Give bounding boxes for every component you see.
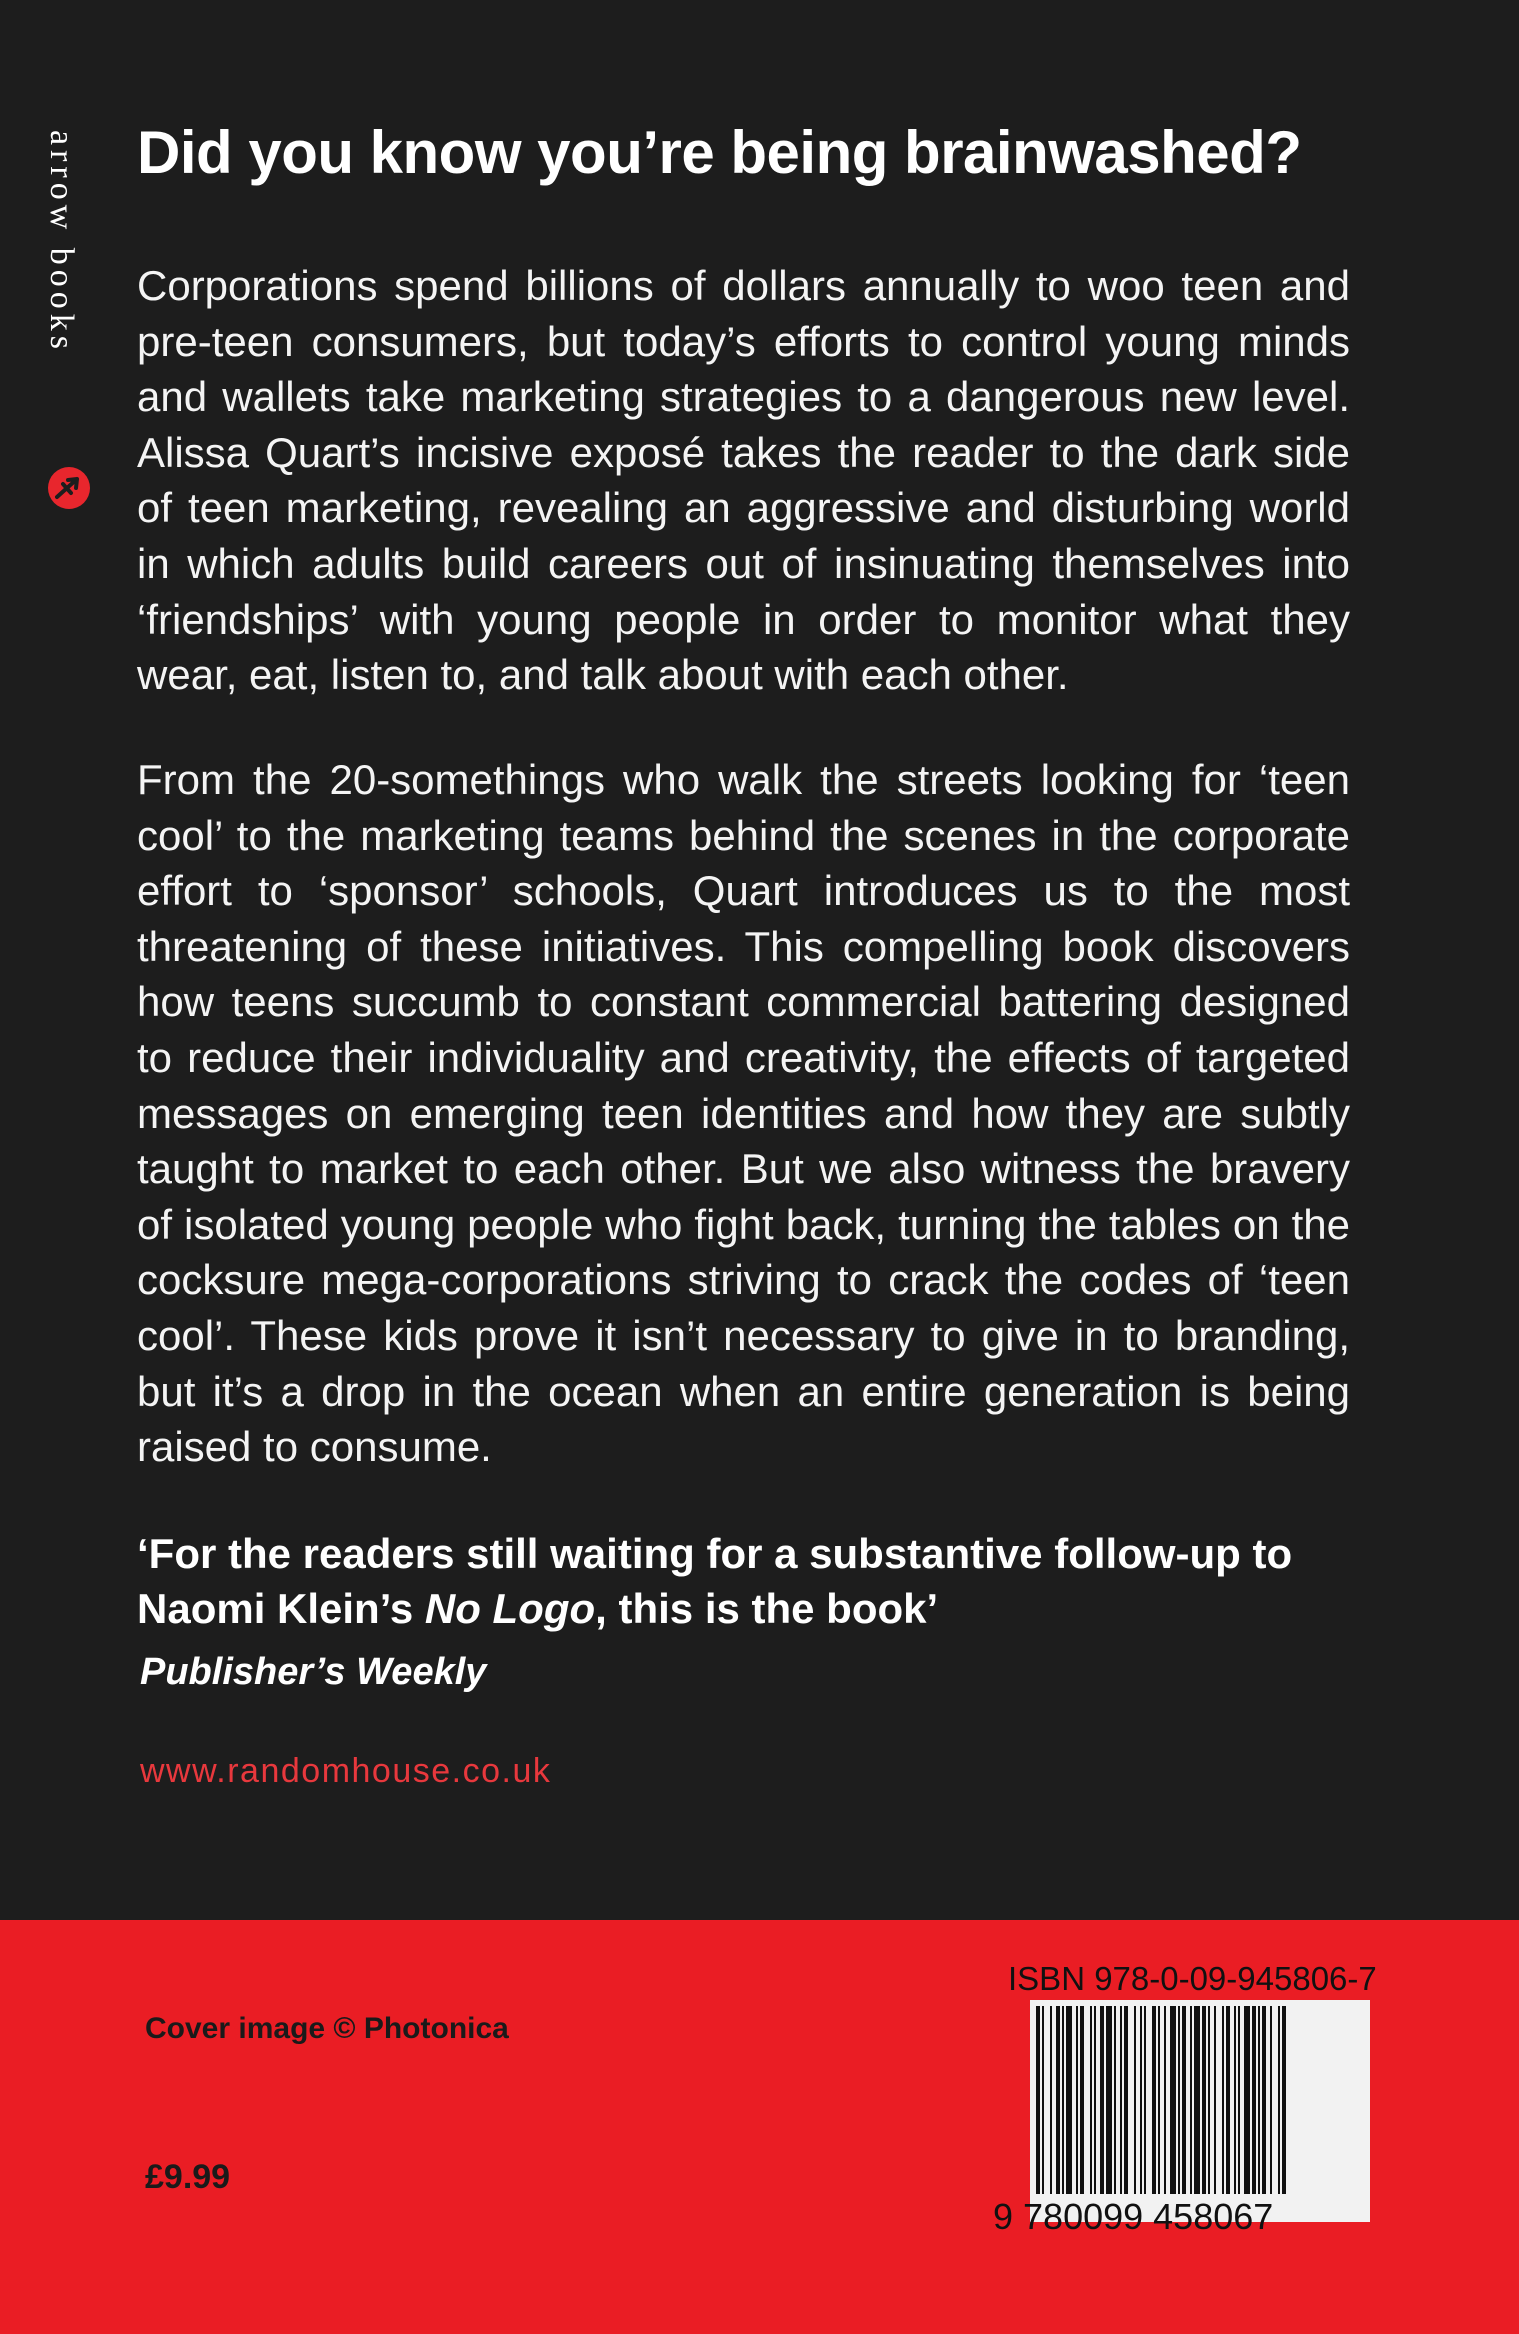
barcode-bar — [1262, 2006, 1266, 2194]
barcode-bar — [1170, 2006, 1176, 2194]
price: £9.99 — [145, 2158, 231, 2196]
barcode-number: 9 780099 458067 — [993, 2196, 1274, 2237]
barcode-bar — [1114, 2006, 1116, 2194]
barcode-bar — [1140, 2006, 1142, 2194]
arrow-logo-icon — [47, 466, 91, 510]
cover-credit: Cover image © Photonica — [145, 2012, 509, 2045]
barcode-bar — [1152, 2006, 1156, 2194]
barcode-bar — [1056, 2006, 1060, 2194]
barcode-bar — [1124, 2006, 1128, 2194]
quote-book-title: No Logo — [424, 1585, 596, 1632]
barcode-bar — [1270, 2006, 1272, 2194]
barcode-bar — [1258, 2006, 1260, 2194]
blurb-paragraph-2: From the 20-somethings who walk the streets looking for ‘teen cool’ to the marketing teams behind the scenes in the corporate effort to ‘sponsor’ schools, Quart introduces us to the most threatening of these initiatives. This compelling book discovers how teens succumb to constant commercial battering designed to reduce their individuality and creativity, the effects of targeted messages on emerging teen identities and how they are subtly taught to market to each other. But we also witness the bravery of isolated young people who fight back, turning the tables on the cocksure mega-corporations striving to crack the codes of ‘teen cool’. These kids prove it isn’t necessary to give in to branding, but it’s a drop in the ocean when an entire generation is being raised to consume. — [137, 756, 1350, 1471]
barcode-bar — [1164, 2006, 1166, 2194]
barcode-bar — [1134, 2006, 1136, 2194]
quote-text-start: ‘For the readers still waiting for a substantive follow-up to Naomi Klein’s — [137, 1530, 1293, 1632]
barcode-bar — [1178, 2006, 1180, 2194]
headline: Did you know you’re being brainwashed? — [137, 119, 1302, 186]
barcode-bar — [1234, 2006, 1236, 2194]
barcode-bar — [1144, 2006, 1146, 2194]
barcode — [1030, 2000, 1370, 2222]
barcode-bar — [1100, 2006, 1104, 2194]
barcode-bar — [1158, 2006, 1160, 2194]
barcode-bar — [1036, 2006, 1040, 2194]
barcode-bar — [1208, 2006, 1210, 2194]
barcode-bar — [1222, 2006, 1224, 2194]
barcode-bar — [1042, 2006, 1044, 2194]
barcode-bar — [1120, 2006, 1122, 2194]
blurb-paragraph-1: Corporations spend billions of dollars annually to woo teen and pre-teen consumers, but today’s efforts to control young minds and wallets take marketing strategies to a dangerous new level. Alissa Quart’s incisive exposé takes the reader to the dark side of teen marketing, revealing an aggressive and disturbing world in which adults build careers out of insinuating themselves into ‘friendships’ with young people in order to monitor what they wear, eat, listen to, and talk about with each other. — [137, 262, 1350, 699]
barcode-bar — [1062, 2006, 1064, 2194]
publisher-url[interactable]: www.randomhouse.co.uk — [140, 1752, 552, 1790]
barcode-bars — [1030, 2000, 1370, 2200]
barcode-bar — [1076, 2006, 1078, 2194]
barcode-bar — [1080, 2006, 1084, 2194]
barcode-bar — [1106, 2006, 1112, 2194]
barcode-bar — [1278, 2006, 1280, 2194]
barcode-bar — [1252, 2006, 1256, 2194]
barcode-bar — [1190, 2006, 1192, 2194]
barcode-bar — [1090, 2006, 1092, 2194]
isbn-label: ISBN 978-0-09-945806-7 — [1008, 1960, 1377, 1997]
barcode-bar — [1182, 2006, 1186, 2194]
barcode-bar — [1238, 2006, 1240, 2194]
publisher-imprint: arrow books — [43, 130, 80, 355]
barcode-bar — [1226, 2006, 1230, 2194]
barcode-bar — [1214, 2006, 1216, 2194]
quote-attribution: Publisher’s Weekly — [140, 1651, 487, 1693]
review-quote — [137, 1526, 1350, 1636]
barcode-bar — [1194, 2006, 1200, 2194]
barcode-bar — [1282, 2006, 1286, 2194]
quote-text-end: , this is the book’ — [595, 1585, 939, 1632]
barcode-bar — [1094, 2006, 1096, 2194]
barcode-bar — [1202, 2006, 1206, 2194]
barcode-bar — [1050, 2006, 1052, 2194]
barcode-bar — [1244, 2006, 1250, 2194]
barcode-bar — [1066, 2006, 1072, 2194]
